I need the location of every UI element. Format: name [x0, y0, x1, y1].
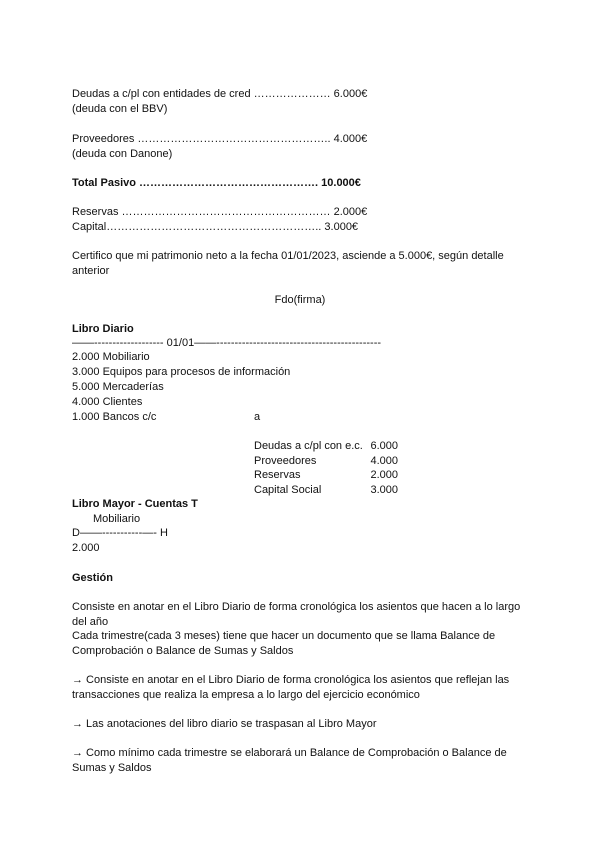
- management-text: Comprobación o Balance de Sumas y Saldos: [72, 645, 294, 657]
- journal-debit-entry: 2.000 Mobiliario: [72, 351, 150, 363]
- credit-account-name: Proveedores: [254, 455, 317, 467]
- credit-account-name: Reservas: [254, 469, 301, 481]
- credit-amount: 6.000: [370, 440, 398, 452]
- reserves-line: Reservas ………………………………………………… 2.000€: [72, 206, 368, 218]
- management-text: → Las anotaciones del libro diario se traspasan al Libro Mayor: [72, 718, 377, 730]
- journal-title: Libro Diario: [72, 323, 134, 335]
- ledger-account-name: Mobiliario: [93, 513, 141, 525]
- management-title: Gestión: [72, 572, 113, 584]
- journal-date-line: ——------------------- 01/01——---------------------------------------------: [72, 337, 382, 349]
- management-text: Sumas y Saldos: [72, 762, 152, 774]
- journal-connector: a: [254, 411, 261, 423]
- journal-debit-entry: 1.000 Bancos c/c: [72, 411, 157, 423]
- suppliers-line: Proveedores …………………………………………….. 4.000€: [72, 133, 368, 145]
- capital-line: Capital………………………………………………….. 3.000€: [72, 221, 359, 233]
- management-text: Cada trimestre(cada 3 meses) tiene que hacer un documento que se llama Balance de: [72, 630, 496, 642]
- ledger-title: Libro Mayor - Cuentas T: [72, 498, 198, 510]
- suppliers-note: (deuda con Danone): [72, 148, 173, 160]
- journal-debit-entry: 4.000 Clientes: [72, 396, 143, 408]
- credit-account-name: Deudas a c/pl con e.c.: [254, 440, 363, 452]
- ledger-debit-amount: 2.000: [72, 542, 100, 554]
- credit-amount: 3.000: [370, 484, 398, 496]
- management-text: del año: [72, 616, 109, 628]
- debt-bank-line: Deudas a c/pl con entidades de cred ………………… 6.000€: [72, 88, 368, 100]
- certification-line-1: Certifico que mi patrimonio neto a la fecha 01/01/2023, asciende a 5.000€, según detalle: [72, 250, 504, 262]
- journal-debit-entry: 3.000 Equipos para procesos de información: [72, 366, 291, 378]
- credit-amount: 2.000: [370, 469, 398, 481]
- credit-amount: 4.000: [370, 455, 398, 467]
- credit-account-name: Capital Social: [254, 484, 322, 496]
- management-text: transacciones que realiza la empresa a lo largo del ejercicio económico: [72, 689, 420, 701]
- journal-debit-entry: 5.000 Mercaderías: [72, 381, 164, 393]
- management-text: Consiste en anotar en el Libro Diario de forma cronológica los asientos que hacen a lo largo: [72, 601, 521, 613]
- debt-bank-note: (deuda con el BBV): [72, 103, 168, 115]
- ledger-t-line: D——-----------—- H: [72, 527, 168, 539]
- total-liabilities-line: Total Pasivo …………………………………………. 10.000€: [72, 177, 361, 189]
- certification-line-2: anterior: [72, 265, 110, 277]
- management-text: → Como mínimo cada trimestre se elaborará un Balance de Comprobación o Balance de: [72, 747, 507, 759]
- signature-line: Fdo(firma): [274, 294, 326, 306]
- management-text: → Consiste en anotar en el Libro Diario de forma cronológica los asientos que reflejan las: [72, 674, 510, 686]
